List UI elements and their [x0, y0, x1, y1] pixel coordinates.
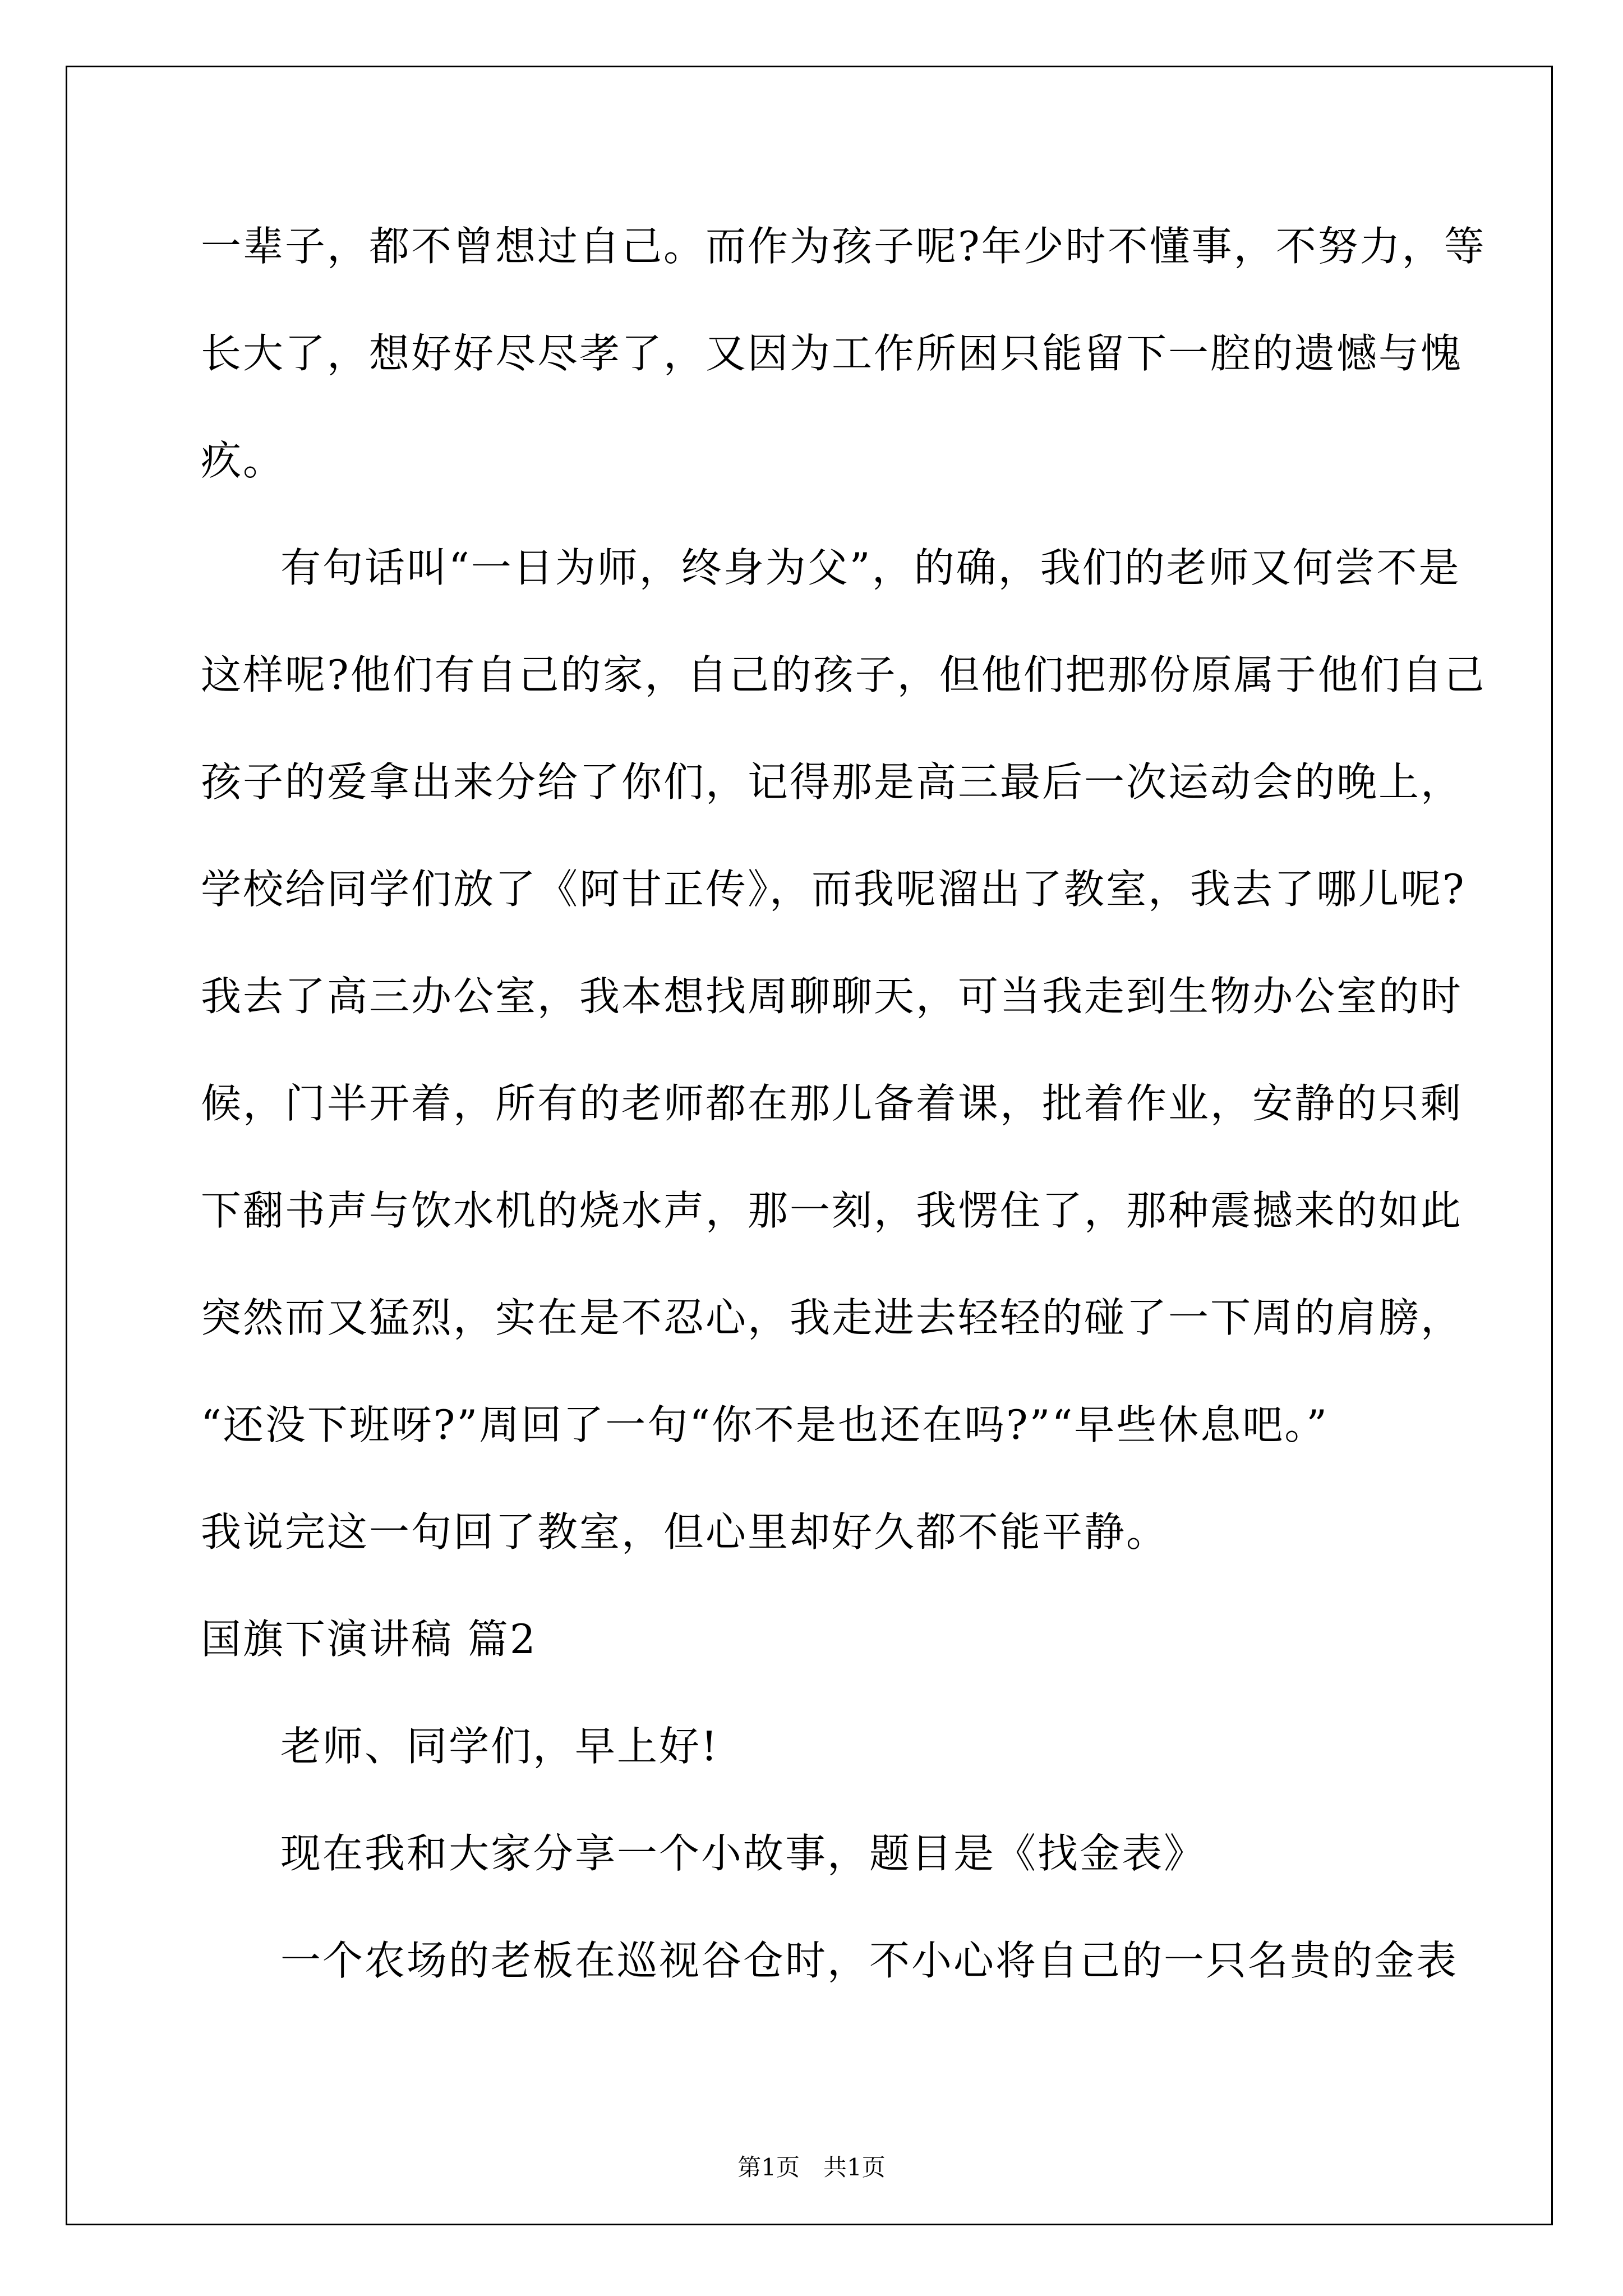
page-footer: 第1页 共1页 — [737, 2154, 886, 2181]
section-heading: 国旗下演讲稿 篇2 — [201, 1616, 537, 1663]
text-line: 我去了高三办公室，我本想找周聊聊天，可当我走到生物办公室的时 — [201, 973, 1463, 1020]
text-line: 这样呢?他们有自己的家，自己的孩子，但他们把那份原属于他们自己 — [201, 651, 1486, 698]
text-line: 一个农场的老板在巡视谷仓时，不小心将自己的一只名贵的金表 — [280, 1937, 1459, 1984]
text-line: 我说完这一句回了教室，但心里却好久都不能平静。 — [201, 1508, 1169, 1556]
text-line: 候，门半开着，所有的老师都在那儿备着课，批着作业，安静的只剩 — [201, 1080, 1463, 1127]
text-line: 长大了，想好好尽尽孝了，又因为工作所困只能留下一腔的遗憾与愧 — [201, 330, 1463, 377]
text-line: “还没下班呀?”周回了一句“你不是也还在吗?”“早些休息吧。” — [201, 1401, 1329, 1448]
text-line: 下翻书声与饮水机的烧水声，那一刻，我愣住了，那种震撼来的如此 — [201, 1187, 1463, 1234]
text-line: 学校给同学们放了《阿甘正传》，而我呢溜出了教室，我去了哪儿呢? — [201, 866, 1466, 913]
text-line: 疚。 — [201, 437, 285, 484]
text-line: 有句话叫“一日为师，终身为父”，的确，我们的老师又何尝不是 — [280, 544, 1461, 591]
text-line: 突然而又猛烈，实在是不忍心，我走进去轻轻的碰了一下周的肩膀， — [201, 1294, 1463, 1341]
text-line: 一辈子，都不曾想过自己。而作为孩子呢?年少时不懂事，不努力，等 — [201, 223, 1486, 270]
text-line: 孩子的爱拿出来分给了你们，记得那是高三最后一次运动会的晚上， — [201, 758, 1463, 806]
text-line: 老师、同学们，早上好! — [280, 1723, 719, 1770]
text-line: 现在我和大家分享一个小故事，题目是《找金表》 — [280, 1830, 1206, 1877]
page-border — [66, 66, 1553, 2225]
